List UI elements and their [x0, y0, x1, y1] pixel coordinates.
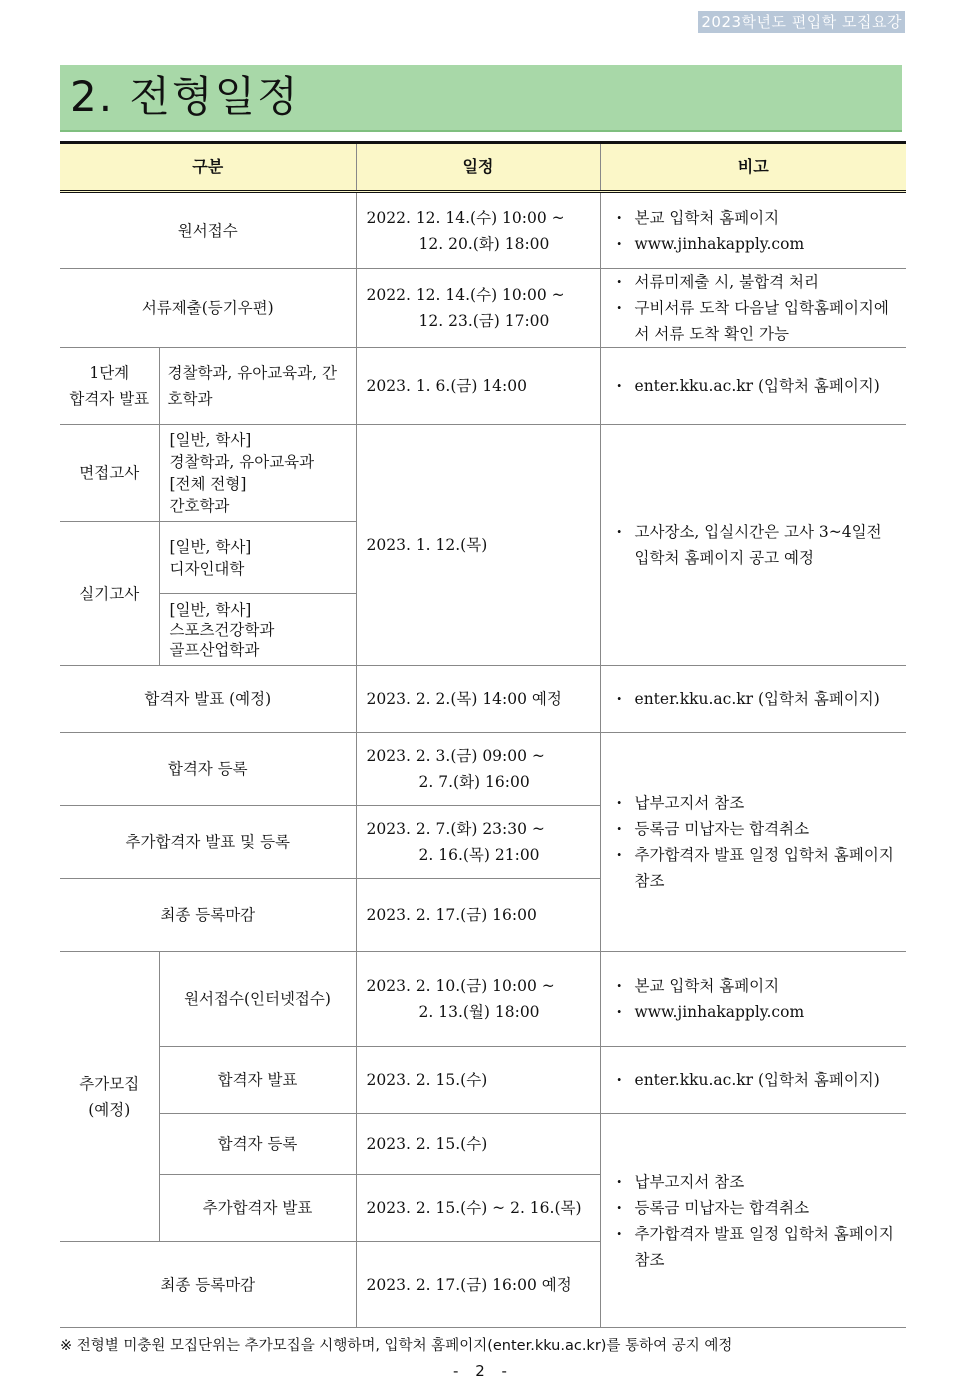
remarks-cell — [600, 666, 906, 733]
row-label: 실기고사 — [60, 522, 159, 666]
date-cell: 2023. 1. 12.(목) — [356, 425, 600, 666]
remarks-cell — [600, 952, 906, 1047]
row-label: 추가합격자 발표 및 등록 — [60, 806, 356, 879]
column-header-remarks: 비고 — [600, 143, 906, 192]
table-row — [60, 952, 906, 1047]
section-title: 2. 전형일정 — [70, 72, 300, 121]
list-item: · 추가합격자 발표 일정 입학처 홈페이지 참조 — [615, 842, 901, 894]
list-item: · enter.kku.ac.kr (입학처 홈페이지) — [615, 686, 901, 712]
date-cell: 2022. 12. 14.(수) 10:00 ~ 12. 20.(화) 18:00 — [356, 192, 600, 269]
remarks-cell — [600, 1114, 906, 1328]
section-title-bar — [60, 65, 902, 132]
extra-group-label: 추가모집 (예정) — [60, 952, 159, 1242]
sub-label: [일반, 학사] 디자인대학 — [159, 522, 356, 594]
list-item: · 구비서류 도착 다음날 입학홈페이지에서 서류 도착 확인 가능 — [615, 295, 901, 347]
date-cell: 2023. 2. 7.(화) 23:30 ~ 2. 16.(목) 21:00 — [356, 806, 600, 879]
date-cell: 2023. 2. 3.(금) 09:00 ~ 2. 7.(화) 16:00 — [356, 733, 600, 806]
list-item: · 등록금 미납자는 합격취소 — [615, 1195, 901, 1221]
list-item: · www.jinhakapply.com — [615, 999, 901, 1025]
list-item: · 본교 입학처 홈페이지 — [615, 205, 901, 231]
schedule-table — [60, 141, 906, 1328]
list-item: · 고사장소, 입실시간은 고사 3~4일전 입학처 홈페이지 공고 예정 — [615, 519, 901, 571]
date-cell: 2023. 2. 15.(수) — [356, 1047, 600, 1114]
list-item: · 추가합격자 발표 일정 입학처 홈페이지 참조 — [615, 1221, 901, 1273]
table-row — [60, 733, 906, 806]
date-cell: 2022. 12. 14.(수) 10:00 ~ 12. 23.(금) 17:00 — [356, 269, 600, 348]
row-label: 추가합격자 발표 — [159, 1175, 356, 1242]
date-cell: 2023. 2. 17.(금) 16:00 예정 — [356, 1242, 600, 1328]
row-label: 면접고사 — [60, 425, 159, 522]
footnote: ※ 전형별 미충원 모집단위는 추가모집을 시행하며, 입학처 홈페이지(enter.kku.ac.kr)를 통하여 공지 예정 — [60, 1338, 733, 1354]
row-label: 합격자 발표 (예정) — [60, 666, 356, 733]
row-label: 합격자 발표 — [159, 1047, 356, 1114]
remarks-cell — [600, 269, 906, 348]
date-cell: 2023. 1. 6.(금) 14:00 — [356, 348, 600, 425]
remarks-cell — [600, 348, 906, 425]
date-cell: 2023. 2. 2.(목) 14:00 예정 — [356, 666, 600, 733]
list-item: · 납부고지서 참조 — [615, 790, 901, 816]
remarks-cell — [600, 192, 906, 269]
remarks-cell — [600, 1047, 906, 1114]
column-header-category: 구분 — [60, 143, 356, 192]
date-cell: 2023. 2. 10.(금) 10:00 ~ 2. 13.(월) 18:00 — [356, 952, 600, 1047]
sub-label: [일반, 학사] 스포츠건강학과 골프산업학과 — [159, 594, 356, 666]
row-label: 합격자 등록 — [60, 733, 356, 806]
list-item: · 등록금 미납자는 합격취소 — [615, 816, 901, 842]
list-item: · enter.kku.ac.kr (입학처 홈페이지) — [615, 1067, 901, 1093]
table-row — [60, 425, 906, 522]
table-row — [60, 348, 906, 425]
list-item: · 납부고지서 참조 — [615, 1169, 901, 1195]
row-label: 서류제출(등기우편) — [60, 269, 356, 348]
table-row — [60, 666, 906, 733]
remarks-cell — [600, 733, 906, 952]
row-label: 원서접수(인터넷접수) — [159, 952, 356, 1047]
date-cell: 2023. 2. 15.(수) ~ 2. 16.(목) — [356, 1175, 600, 1242]
page-number: - 2 - — [453, 1362, 513, 1380]
date-cell: 2023. 2. 17.(금) 16:00 — [356, 879, 600, 952]
list-item: · 서류미제출 시, 불합격 처리 — [615, 269, 901, 295]
row-label: 최종 등록마감 — [60, 879, 356, 952]
sub-label: 경찰학과, 유아교육과, 간호학과 — [159, 348, 356, 425]
row-label: 최종 등록마감 — [60, 1242, 356, 1328]
table-row — [60, 192, 906, 269]
column-header-schedule: 일정 — [356, 143, 600, 192]
sub-label: [일반, 학사] 경찰학과, 유아교육과 [전체 전형] 간호학과 — [159, 425, 356, 522]
table-row — [60, 1047, 906, 1114]
document-header-tag: 2023학년도 편입학 모집요강 — [698, 11, 905, 33]
table-row — [60, 1114, 906, 1175]
date-cell: 2023. 2. 15.(수) — [356, 1114, 600, 1175]
table-header-row — [60, 143, 906, 192]
remarks-cell — [600, 425, 906, 666]
row-label: 1단계 합격자 발표 — [60, 348, 159, 425]
list-item: · www.jinhakapply.com — [615, 231, 901, 257]
list-item: · enter.kku.ac.kr (입학처 홈페이지) — [615, 373, 901, 399]
table-row — [60, 269, 906, 348]
row-label: 합격자 등록 — [159, 1114, 356, 1175]
row-label: 원서접수 — [60, 192, 356, 269]
list-item: · 본교 입학처 홈페이지 — [615, 973, 901, 999]
